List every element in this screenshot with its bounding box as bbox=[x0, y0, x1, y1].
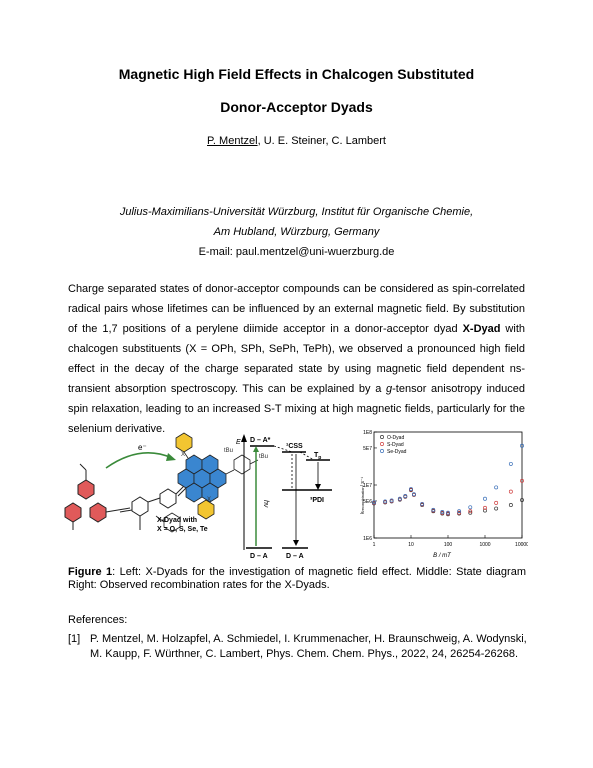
data-point-s-dyad bbox=[495, 501, 498, 504]
abstract-part-3: -tensor anisotropy induced spin relaxation, leading to an increased S-T mixing at high magnetic fields, particularly for the selenium derivative. bbox=[68, 383, 525, 435]
abstract-part-1: Charge separated states of donor-acceptor compounds can be considered as spin-correlated radical pairs whose lifetimes can be influenced by an external magnetic field. By substitution of the 1,7 positions of a perylene diimide acceptor in a donor-acceptor dyad bbox=[68, 283, 525, 335]
x-tick-label: 10000 bbox=[515, 542, 528, 548]
title-line-2: Donor-Acceptor Dyads bbox=[220, 99, 373, 115]
x-label-top: X bbox=[181, 452, 186, 458]
data-point-se-dyad bbox=[509, 462, 512, 465]
ground-state-label-1: D – A bbox=[250, 553, 268, 560]
y-tick-label: 1E8 bbox=[363, 430, 372, 436]
dyad-label-2: X = O, S, Se, Te bbox=[157, 526, 208, 533]
donor-ring-right bbox=[90, 503, 106, 522]
x-tick-label: 1 bbox=[372, 542, 376, 548]
figure-svg bbox=[60, 430, 528, 560]
y-axis-label: krecombination/ s⁻¹ bbox=[360, 476, 366, 514]
donor-ring-left bbox=[65, 503, 81, 522]
presenting-author: P. Mentzel bbox=[207, 135, 258, 147]
affiliation-line-2: Am Hubland, Würzburg, Germany bbox=[213, 226, 380, 238]
css-label: ¹CSS bbox=[286, 443, 303, 450]
title-line-1: Magnetic High Field Effects in Chalcogen Substituted bbox=[118, 66, 475, 82]
bridge-ring-1 bbox=[132, 497, 148, 516]
dyad-label-1: X-Dyad with bbox=[157, 517, 198, 524]
data-point-se-dyad bbox=[495, 486, 498, 489]
legend-label: Se-Dyad bbox=[387, 449, 407, 455]
hv-label: hν bbox=[262, 500, 269, 508]
x-ticks bbox=[373, 535, 528, 548]
x-tick-label: 10 bbox=[408, 542, 414, 548]
svg-text:tBu: tBu bbox=[224, 448, 234, 454]
data-point-o-dyad bbox=[509, 503, 512, 506]
abstract bbox=[68, 279, 525, 439]
reference-1-text: P. Mentzel, M. Holzapfel, A. Schmiedel, I. Krummenacher, H. Braunschweig, A. Wodynski, M. Kaupp, F. Würthner, C. Lambert, Phys. Chem. Chem. Phys., 2022, 24, 26254-26268. bbox=[90, 633, 527, 660]
authors bbox=[0, 135, 593, 147]
energy-axis-label: E bbox=[236, 439, 241, 446]
ground-state-label-2: D – A bbox=[286, 553, 304, 560]
x-tick-label: 1000 bbox=[479, 542, 491, 548]
tp-label: $T_p$ bbox=[314, 452, 322, 461]
legend-label: O-Dyad bbox=[387, 435, 405, 441]
abstract-g: g bbox=[386, 383, 393, 395]
caption-label: Figure 1 bbox=[68, 566, 113, 578]
x-label-bottom: X bbox=[207, 497, 212, 503]
rates-chart bbox=[360, 430, 528, 559]
x-tick-label: 100 bbox=[443, 542, 453, 548]
electron-label: e⁻ bbox=[138, 443, 147, 452]
y-tick-label: 5E6 bbox=[363, 498, 372, 505]
legend-marker bbox=[380, 435, 383, 438]
state-diagram bbox=[236, 434, 332, 560]
data-point-s-dyad bbox=[509, 490, 512, 493]
caption-text: : Left: X-Dyads for the investigation of magnetic field effect. Middle: State diagram Right: Observed recombination rates for the X-Dyads. bbox=[68, 566, 526, 591]
chart-legend bbox=[380, 435, 406, 455]
svg-text:tBu: tBu bbox=[259, 454, 269, 460]
references-heading: References: bbox=[68, 614, 128, 626]
data-point-se-dyad bbox=[483, 497, 486, 500]
co-authors: , U. E. Steiner, C. Lambert bbox=[257, 135, 386, 147]
molecule-panel bbox=[65, 433, 268, 533]
y-tick-label: 1E7 bbox=[363, 483, 372, 489]
data-point-o-dyad bbox=[495, 507, 498, 510]
abstract-dyad-name: X-Dyad bbox=[462, 323, 501, 335]
y-tick-label: 5E7 bbox=[363, 445, 372, 452]
affiliation-line-1: Julius-Maximilians-Universität Würzburg, Institut für Organische Chemie, bbox=[119, 206, 474, 218]
legend-label: S-Dyad bbox=[387, 442, 404, 448]
email: E-mail: paul.mentzel@uni-wuerzburg.de bbox=[198, 246, 395, 258]
legend-marker bbox=[380, 449, 383, 452]
data-point-se-dyad bbox=[469, 506, 472, 509]
pdi-label: ³PDI bbox=[310, 497, 324, 504]
donor-ring-top bbox=[78, 480, 94, 499]
y-tick-label: 1E6 bbox=[363, 536, 372, 542]
x-axis-label: B / mT bbox=[433, 553, 451, 559]
figure-1 bbox=[60, 430, 528, 560]
excited-state-label: D – A* bbox=[250, 437, 271, 444]
reference-1-number: [1] bbox=[68, 633, 81, 645]
figure-caption bbox=[68, 566, 526, 592]
legend-marker bbox=[380, 442, 383, 445]
abstract-part-2: with chalcogen substituents (X = OPh, SPh, SePh, TePh), we observed a pronounced high field effect in the decay of the charge separated state by using magnetic field dependent ns-transient absorption spectroscopy. This can be explained by a bbox=[68, 323, 525, 395]
bridge-ring-2 bbox=[160, 489, 176, 508]
